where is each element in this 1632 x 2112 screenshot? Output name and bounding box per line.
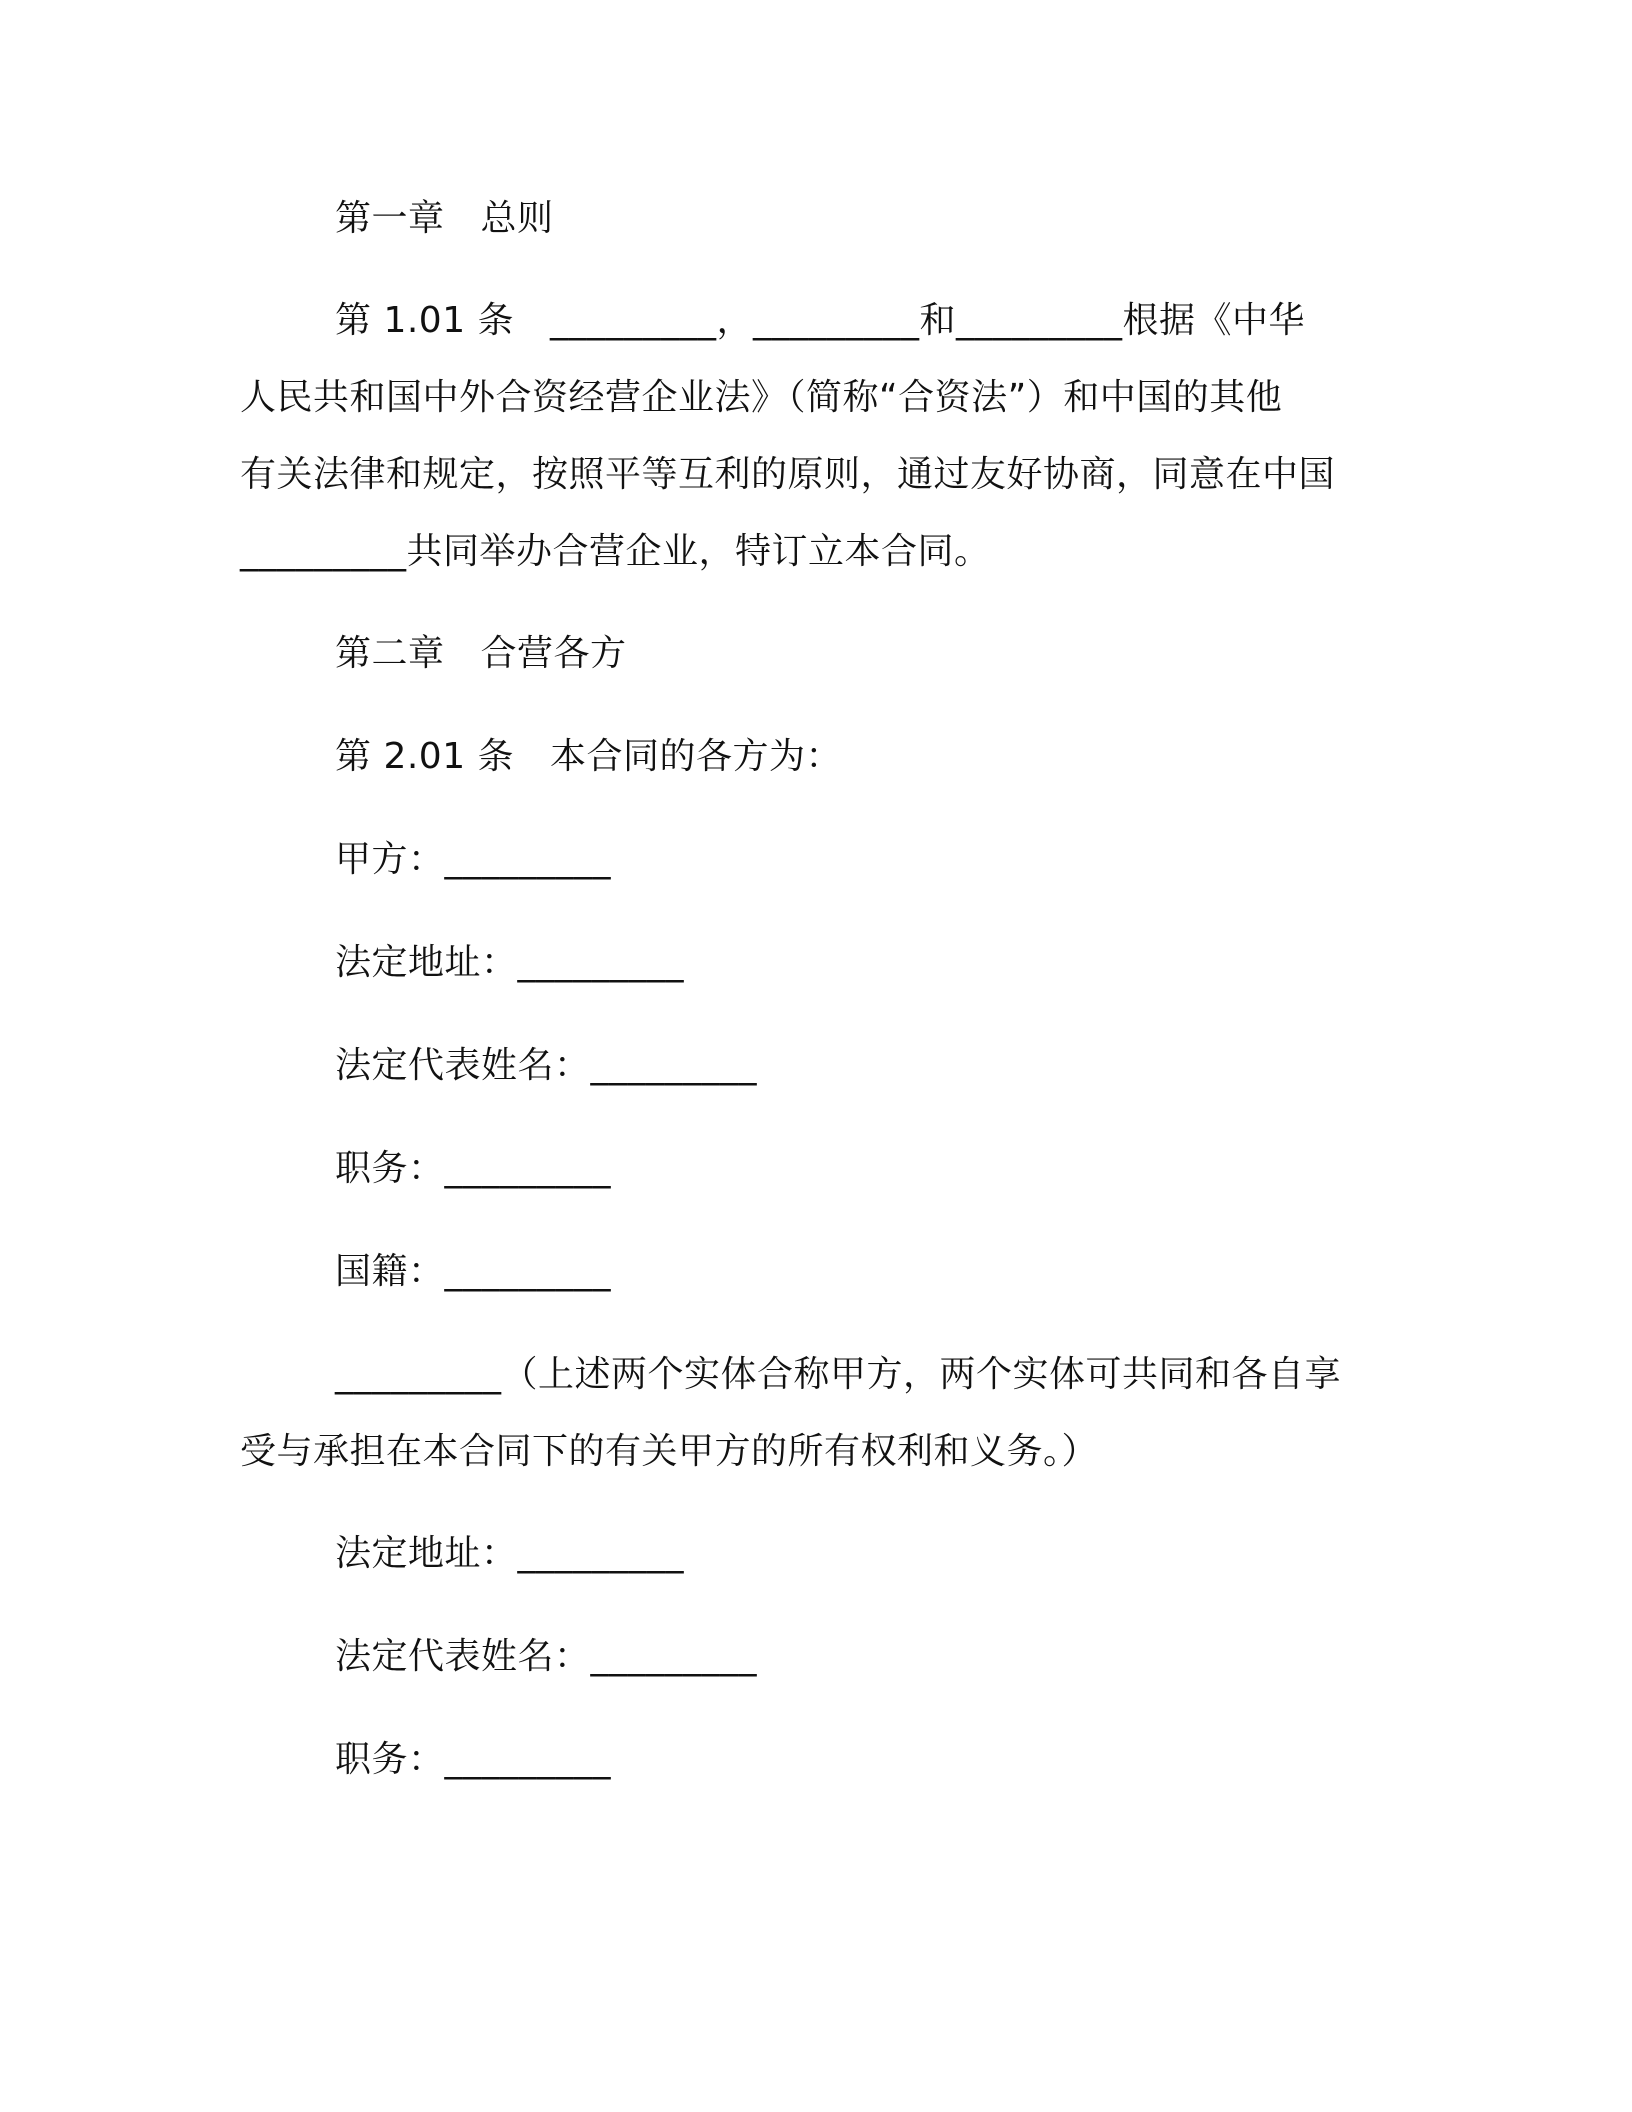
chapter-2-number: 第二章 [335,633,445,674]
chapter-1-title: 总则 [480,198,554,239]
party-a-representative-field: 法定代表姓名：_________ [335,1045,758,1086]
party-a-nationality-field: 国籍：_________ [335,1251,612,1292]
article-1-01-line-3: 有关法律和规定，按照平等互利的原则，通过友好协商，同意在中国 [240,454,1336,495]
article-2-01-text: 本合同的各方为： [550,736,843,777]
chapter-2-heading [335,630,627,678]
article-1-01-line-4: _________共同举办合营企业，特订立本合同。 [240,531,991,572]
article-2-01 [335,733,842,781]
party-a-note-line-2: 受与承担在本合同下的有关甲方的所有权利和义务。） [240,1431,1099,1472]
party-a-name-field: 甲方：_________ [335,839,612,880]
party-a-note-line-1: _________（上述两个实体合称甲方，两个实体可共同和各自享 [335,1354,1342,1395]
chapter-2-title: 合营各方 [480,633,627,674]
party-a-position-field: 职务：_________ [335,1148,612,1189]
chapter-1-heading [335,195,554,243]
second-entity-address-field: 法定地址：_________ [335,1533,685,1574]
second-entity-position-field: 职务：_________ [335,1739,612,1780]
article-1-01-line-1 [335,297,1305,345]
article-1-01-label: 第 1.01 条 [335,300,515,341]
article-1-01-line-2: 人民共和国中外合资经营企业法》（简称“合资法”）和中国的其他 [240,377,1283,418]
party-a-address-field: 法定地址：_________ [335,942,685,983]
article-2-01-label: 第 2.01 条 [335,736,515,777]
article-1-01-text-1: _________，_________和_________根据《中华 [550,300,1306,341]
chapter-1-number: 第一章 [335,198,445,239]
second-entity-representative-field: 法定代表姓名：_________ [335,1636,758,1677]
